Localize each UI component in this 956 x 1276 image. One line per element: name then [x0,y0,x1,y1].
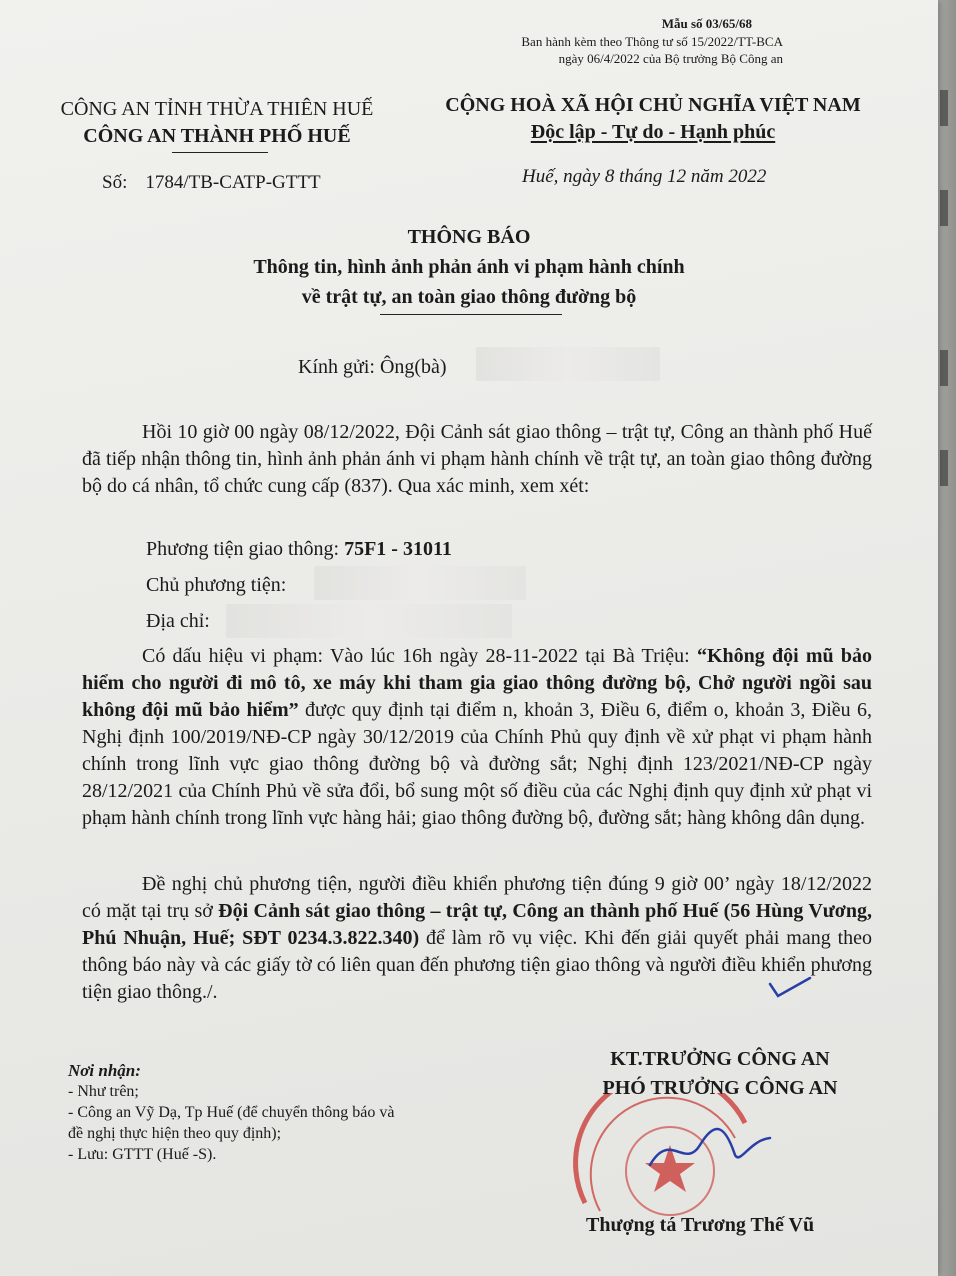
vehicle-plate: 75F1 - 31011 [344,538,452,560]
redacted-address [226,604,512,638]
redacted-recipient-name [476,347,660,381]
document-subtitle-2: về trật tự, an toàn giao thông đường bộ [301,286,637,308]
signing-authority-line-2: PHÓ TRƯỞNG CÔNG AN [602,1077,838,1099]
body-paragraph-violation: Có dấu hiệu vi phạm: Vào lúc 16h ngày 28-11-2022 tại Bà Triệu: “Không đội mũ bảo hiểm cho người đi mô tô, xe máy khi tham gia giao thông đường bộ, Chở người ngồi sau không đội mũ bảo hiểm” được quy định tại điểm n, khoản 3, Điều 6, điểm o, khoản 3, Điều 6, Nghị định 100/2019/NĐ-CP ngày 30/12/2019 của Chính Phủ quy định về xử phạt vi phạm hành chính trong lĩnh vực giao thông đường bộ và đường sắt; Nghị định 123/2021/NĐ-CP ngày 28/12/2021 của Chính Phủ về sửa đổi, bổ sung một số điều của các Nghị định quy định xử phạt vi phạm hành chính trong lĩnh vực hàng hải; giao thông đường bộ, đường sắt; hàng không dân dụng. [82,645,873,829]
agency-underline [172,152,268,153]
signer-name: Thượng tá Trương Thế Vũ [586,1214,815,1236]
vehicle-label: Phương tiện giao thông: [146,538,340,560]
title-underline [380,314,562,315]
office-address: Đội Cảnh sát giao thông – trật tự, Công an thành phố Huế (56 Hùng Vương, Phú Nhuận, Huế; SĐT 0234.3.822.340) [82,900,872,949]
issuing-agency [42,96,392,150]
document-number-label: Số: [102,172,128,193]
form-number: Mẫu số 03/65/68 [661,16,752,31]
salutation: Kính gửi: Ông(bà) [298,356,447,378]
redacted-owner [314,566,526,600]
issued-line-2: ngày 06/4/2022 của Bộ trưởng Bộ Công an [558,51,783,66]
owner-field [146,574,286,597]
nation-line-1: CỘNG HOÀ XÃ HỘI CHỦ NGHĨA VIỆT NAM [445,94,861,116]
agency-line-1: CÔNG AN TỈNH THỪA THIÊN HUẾ [60,98,374,120]
ink-checkmark [766,974,816,1004]
recipients-heading: Nơi nhận: [68,1061,141,1080]
body-paragraph-1: Hồi 10 giờ 00 ngày 08/12/2022, Đội Cảnh sát giao thông – trật tự, Công an thành phố Huế đã tiếp nhận thông tin, hình ảnh phản ánh vi phạm hành chính về trật tự, an toàn giao thông đường bộ do cá nhân, tổ chức cung cấp (837). Qua xác minh, xem xét: [82,421,872,497]
issued-line-1: Ban hành kèm theo Thông tư số 15/2022/TT-BCA [521,34,783,49]
handwritten-signature [640,1120,780,1180]
address-label: Địa chỉ: [146,610,210,632]
recipient-item: - Lưu: GTTT (Huế -S). [68,1146,217,1163]
issued-reference [521,33,783,67]
agency-line-2: CÔNG AN THÀNH PHỐ HUẾ [83,125,351,147]
address-field [146,610,210,633]
place-date: Huế, ngày 8 tháng 12 năm 2022 [522,166,767,187]
signing-authority-line-1: KT.TRƯỞNG CÔNG AN [610,1048,830,1070]
recipient-item: - Công an Vỹ Dạ, Tp Huế (để chuyển thông báo và [68,1104,395,1121]
document-title: THÔNG BÁO [407,226,531,248]
recipient-item: đề nghị thực hiện theo quy định); [68,1125,282,1142]
violation-description: “Không đội mũ bảo hiểm cho người đi mô tô, xe máy khi tham gia giao thông đường bộ, Chở người ngồi sau không đội mũ bảo hiểm” [82,645,873,721]
nation-line-2: Độc lập - Tự do - Hạnh phúc [530,121,776,143]
document-subtitle-1: Thông tin, hình ảnh phản ánh vi phạm hành chính [253,256,685,278]
body-paragraph-request: Đề nghị chủ phương tiện, người điều khiển phương tiện đúng 9 giờ 00’ ngày 18/12/2022 có mặt tại trụ sở Đội Cảnh sát giao thông – trật tự, Công an thành phố Huế (56 Hùng Vương, Phú Nhuận, Huế; SĐT 0234.3.822.340) để làm rõ vụ việc. Khi đến giải quyết phải mang theo thông báo này và các giấy tờ có liên quan đến phương tiện giao thông và người điều khiển phương tiện giao thông./. [82,873,873,1003]
signing-authority [570,1045,870,1103]
recipient-item: - Như trên; [68,1083,139,1100]
vehicle-field [146,538,452,561]
owner-label: Chủ phương tiện: [146,574,287,596]
recipients-block [68,1060,394,1165]
document-number-value: 1784/TB-CATP-GTTT [145,172,321,193]
national-motto [423,92,883,146]
document-number [102,172,321,194]
